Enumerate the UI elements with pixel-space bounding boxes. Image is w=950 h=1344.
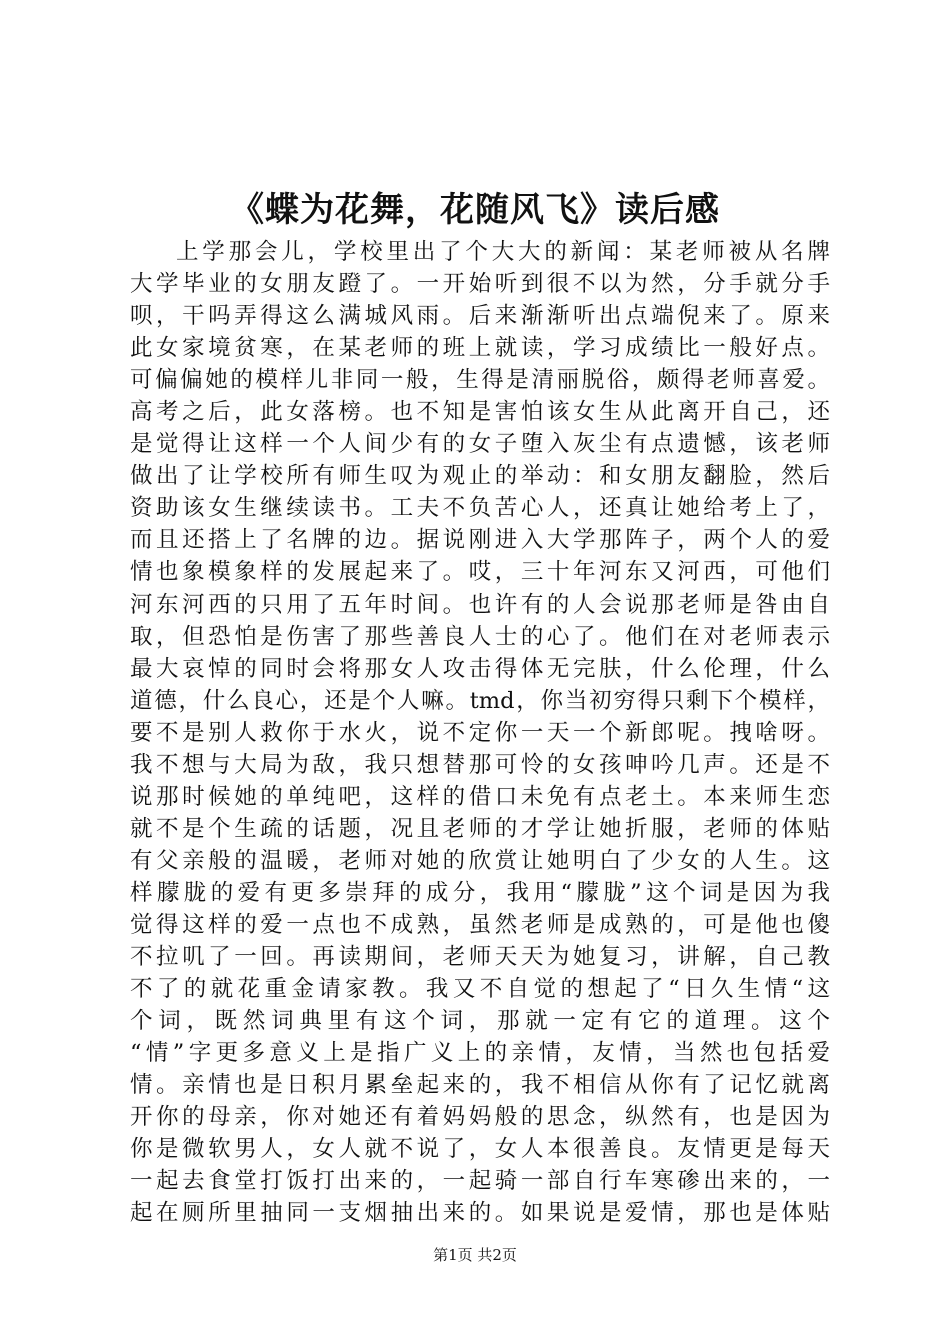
document-title: 《蝶为花舞，花随风飞》读后感: [230, 190, 720, 230]
text-line: “情”字更多意义上是指广义上的亲情，友情，当然也包括爱: [130, 1040, 830, 1067]
text-line: 情。亲情也是日积月累垒起来的，我不相信从你有了记忆就离: [130, 1072, 830, 1099]
text-line: 我不想与大局为敌，我只想替那可怜的女孩呻吟几声。还是不: [130, 751, 830, 778]
text-line: 资助该女生继续读书。工夫不负苦心人，还真让她给考上了，: [130, 495, 830, 522]
page-number: 第1页 共2页: [433, 1246, 517, 1264]
text-line: 道德，什么良心，还是个人嘛。tmd，你当初穷得只剩下个模样，: [130, 687, 830, 714]
text-line: 要不是别人救你于水火，说不定你一天一个新郎呢。拽啥呀。: [130, 719, 830, 746]
text-line: 河东河西的只用了五年时间。也许有的人会说那老师是咎由自: [130, 591, 830, 618]
text-line: 情也象模象样的发展起来了。哎，三十年河东又河西，可他们: [130, 559, 830, 586]
text-line: 做出了让学校所有师生叹为观止的举动：和女朋友翻脸，然后: [130, 463, 830, 490]
text-line: 开你的母亲，你对她还有着妈妈般的思念，纵然有，也是因为: [130, 1104, 830, 1131]
text-line: 你是微软男人，女人就不说了，女人本很善良。友情更是每天: [130, 1136, 830, 1163]
text-line: 呗，干吗弄得这么满城风雨。后来渐渐听出点端倪来了。原来: [130, 303, 830, 330]
text-line: 可偏偏她的模样儿非同一般，生得是清丽脱俗，颇得老师喜爱。: [130, 367, 830, 394]
text-line: 就不是个生疏的话题，况且老师的才学让她折服，老师的体贴: [130, 815, 830, 842]
text-line: 个词，既然词典里有这个词，那就一定有它的道理。这个: [130, 1008, 830, 1035]
text-line: 觉得这样的爱一点也不成熟，虽然老师是成熟的，可是他也傻: [130, 911, 830, 938]
text-line: 是觉得让这样一个人间少有的女子堕入灰尘有点遗憾，该老师: [130, 431, 830, 458]
text-line: 而且还搭上了名牌的边。据说刚进入大学那阵子，两个人的爱: [130, 527, 830, 554]
body-paragraph: [130, 236, 830, 1229]
text-line: 高考之后，此女落榜。也不知是害怕该女生从此离开自己，还: [130, 399, 830, 426]
text-line: 上学那会儿，学校里出了个大大的新闻：某老师被从名牌: [176, 239, 830, 265]
text-line: 最大哀悼的同时会将那女人攻击得体无完肤，什么伦理，什么: [130, 655, 830, 682]
text-line: 大学毕业的女朋友蹬了。一开始听到很不以为然，分手就分手: [130, 271, 830, 298]
text-line: 一起去食堂打饭打出来的，一起骑一部自行车寒碜出来的，一: [130, 1168, 830, 1195]
text-line: 有父亲般的温暖，老师对她的欣赏让她明白了少女的人生。这: [130, 847, 830, 874]
text-line: 说那时候她的单纯吧，这样的借口未免有点老土。本来师生恋: [130, 783, 830, 810]
text-line: 不拉叽了一回。再读期间，老师天天为她复习，讲解，自己教: [130, 944, 830, 971]
text-line: 此女家境贫寒，在某老师的班上就读，学习成绩比一般好点。: [130, 335, 830, 362]
text-line: 起在厕所里抽同一支烟抽出来的。如果说是爱情，那也是体贴: [130, 1200, 830, 1227]
text-line: 取，但恐怕是伤害了那些善良人士的心了。他们在对老师表示: [130, 623, 830, 650]
text-line: 样朦胧的爱有更多崇拜的成分，我用“朦胧”这个词是因为我: [130, 879, 830, 906]
text-line: 不了的就花重金请家教。我又不自觉的想起了“日久生情“这: [130, 976, 830, 1003]
